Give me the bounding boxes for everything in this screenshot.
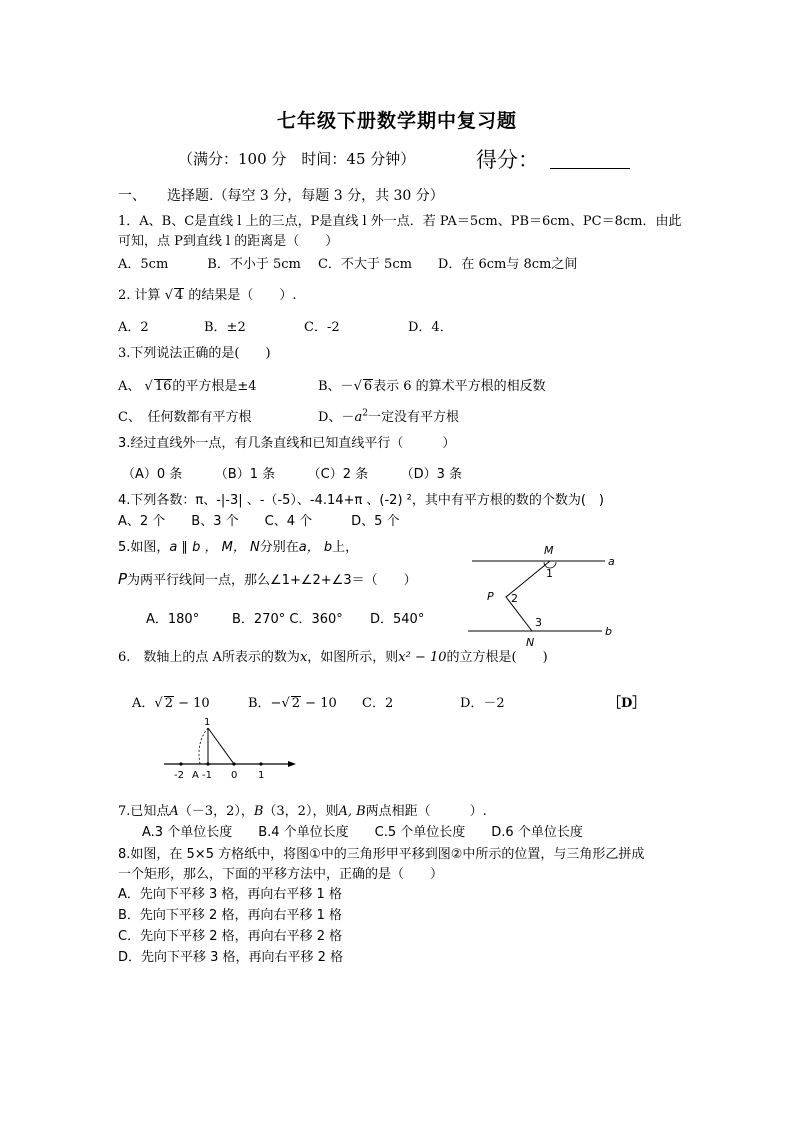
q6-x: x: [299, 650, 308, 665]
q5-math: a ∥ b ， M， N: [169, 540, 260, 555]
q3b-stem: 3.经过直线外一点，有几条直线和已知直线平行（ ）: [118, 436, 456, 451]
q6-a-head: A．: [132, 696, 155, 711]
section-heading: 一、 选择题.（每空 3 分，每题 3 分，共 30 分）: [118, 188, 444, 204]
sqrt-sign-icon: √: [281, 696, 290, 711]
q6-a-tail: − 10: [173, 696, 210, 711]
q6-prefix: 6. 数轴上的点 A所表示的数为: [118, 650, 300, 665]
q2-option-a: A．2: [118, 320, 149, 335]
q4-stem: 4.下列各数：π、-|-3| 、-（-5）、-4.14+π 、(-2) ²，其中有平方根的数的个数为( ): [118, 493, 605, 508]
q7-options: A.3 个单位长度 B.4 个单位长度 C.5 个单位长度 D.6 个单位长度: [142, 825, 583, 840]
q3b-options: （A）0 条 （B）1 条 （C）2 条 （D）3 条: [122, 467, 463, 482]
q3-a-suffix: 的平方根是±4: [172, 379, 257, 394]
page-title: 七年级下册数学期中复习题: [276, 110, 517, 132]
q2-option-c: C．-2: [304, 320, 340, 335]
q5-figure: [460, 540, 630, 650]
q6-number-line-figure: [160, 712, 300, 784]
q3-option-b: [318, 375, 546, 394]
q7-stem: [118, 803, 487, 821]
q4-options: A、2 个 B、3 个 C、4 个 D、5 个: [118, 514, 400, 529]
score-label: 得分：: [476, 148, 539, 172]
q7-pre: 7.已知点: [118, 804, 170, 819]
angle-label-3: 3: [535, 616, 542, 629]
q7-b: B: [253, 804, 264, 819]
compass-arc: [199, 728, 208, 764]
angle-label-1: 1: [546, 567, 553, 580]
q6-b-radicand: 2: [291, 696, 301, 711]
tick-1: [259, 762, 262, 765]
q3-d-prefix: D、－: [318, 410, 355, 425]
q3-a-prefix: A、: [118, 379, 141, 394]
q6-expr: x² − 10: [398, 650, 447, 665]
arrow-right-icon: [288, 761, 296, 767]
q6-answer: ［D］: [608, 696, 646, 711]
q7-end: 两点相距（ ）.: [365, 804, 487, 819]
sqrt-sign-icon: √: [164, 288, 173, 303]
sqrt-sign-icon: √: [154, 696, 163, 711]
q8-option-b: B．先向下平移 2 格，再向右平移 1 格: [118, 908, 342, 923]
q5-prefix: 5.如图，: [118, 540, 170, 555]
q5-end: 上，: [332, 540, 359, 555]
q5-option-a: A．180°: [146, 612, 200, 627]
q3-b-suffix: 表示 6 的算术平方根的相反数: [373, 379, 546, 394]
q5-p: P: [118, 570, 128, 588]
q5-line1: [118, 539, 358, 557]
q8-line2: 一个矩形，那么，下面的平移方法中，正确的是（ ）: [118, 867, 444, 882]
q8-option-a: A．先向下平移 3 格，再向右平移 1 格: [118, 887, 342, 902]
q7-ab: A, B: [338, 804, 366, 819]
label-minus-2: -2: [174, 770, 184, 781]
score-blank: [550, 168, 630, 169]
tick-minus-1: [206, 762, 209, 765]
q5-option-d: D．540°: [370, 612, 425, 627]
sqrt-sign-icon: √: [353, 379, 362, 394]
q6-a-radicand: 2: [164, 696, 173, 711]
hypotenuse-segment: [208, 728, 234, 764]
label-n: N: [526, 636, 535, 649]
angle-label-2: 2: [511, 592, 518, 605]
q8-option-c: C．先向下平移 2 格，再向右平移 2 格: [118, 929, 343, 944]
q6-b-head: B．−: [248, 696, 282, 711]
q3-d-suffix: 一定没有平方根: [367, 410, 459, 425]
tick-0: [232, 762, 235, 765]
q2-option-b: B．±2: [204, 320, 246, 335]
q6-option-a: [132, 692, 210, 711]
sqrt-sign-icon: √: [144, 379, 153, 394]
q3-stem: 3.下列说法正确的是( ): [118, 346, 271, 361]
q3-a-radicand: 16: [154, 379, 172, 394]
label-height-1: 1: [204, 717, 211, 728]
q6-b-tail: − 10: [301, 696, 337, 711]
q5-line2-text: 为两平行线间一点，那么∠1+∠2+∠3＝（ ）: [127, 573, 417, 588]
q5-ab: a， b: [298, 540, 333, 555]
q3-b-radicand: 6: [363, 379, 373, 394]
q1-options: A．5cm B．不小于 5cm C．不大于 5cm D．在 6cm与 8cm之间: [118, 257, 578, 272]
q3-b-prefix: B、－: [318, 379, 354, 394]
q3-option-c: C、 任何数都有平方根: [118, 410, 252, 425]
q2-option-d: D．4．: [408, 320, 453, 335]
q5-option-bc: B．270° C．360°: [232, 612, 343, 627]
label-a-minus-1: A -1: [192, 770, 212, 781]
q3-option-a: [118, 375, 257, 394]
label-p: P: [487, 590, 494, 603]
q2-suffix: 的结果是（ ）.: [188, 288, 297, 303]
q6-suffix: 的立方根是( ): [446, 650, 548, 665]
label-a: a: [608, 555, 615, 568]
label-b: b: [605, 625, 612, 638]
q6-option-b: [248, 692, 337, 711]
q3-d-exp: 2: [362, 408, 368, 419]
q6-stem: [118, 649, 548, 667]
q6-option-d: D．－2: [460, 696, 505, 711]
q7-mid1: （－3，2），: [178, 804, 254, 819]
q8-option-d: D．先向下平移 3 格，再向右平移 2 格: [118, 950, 344, 965]
q3-d-var: a: [354, 410, 363, 425]
label-m: M: [544, 544, 554, 557]
q5-line2: [118, 570, 417, 590]
exam-info: （满分：100 分 时间：45 分钟）: [178, 150, 416, 168]
q8-line1: 8.如图，在 5×5 方格纸中，将图①中的三角形甲平移到图②中所示的位置，与三角形乙拼成: [118, 847, 645, 862]
q7-mid2: （3，2），则: [263, 804, 339, 819]
q5-mid: 分别在: [259, 540, 299, 555]
q2-stem: [118, 287, 297, 305]
tick-minus-2: [179, 762, 182, 765]
label-zero: 0: [231, 770, 238, 781]
q1-line2: 可知，点 P到直线 l 的距离是（ ）: [118, 234, 339, 249]
q7-a: A: [169, 804, 179, 819]
q2-radicand: 4: [174, 288, 184, 303]
q6-option-c: C．2: [362, 696, 394, 711]
label-one: 1: [258, 770, 265, 781]
q1-line1: 1．A、B、C是直线 l 上的三点，P是直线 l 外一点．若 PA＝5cm、PB＝6cm、PC＝8cm．由此: [118, 214, 682, 229]
q6-mid: ，如图所示，则: [307, 650, 399, 665]
q2-prefix: 2. 计算: [118, 288, 161, 303]
q3-option-d: [318, 406, 459, 425]
